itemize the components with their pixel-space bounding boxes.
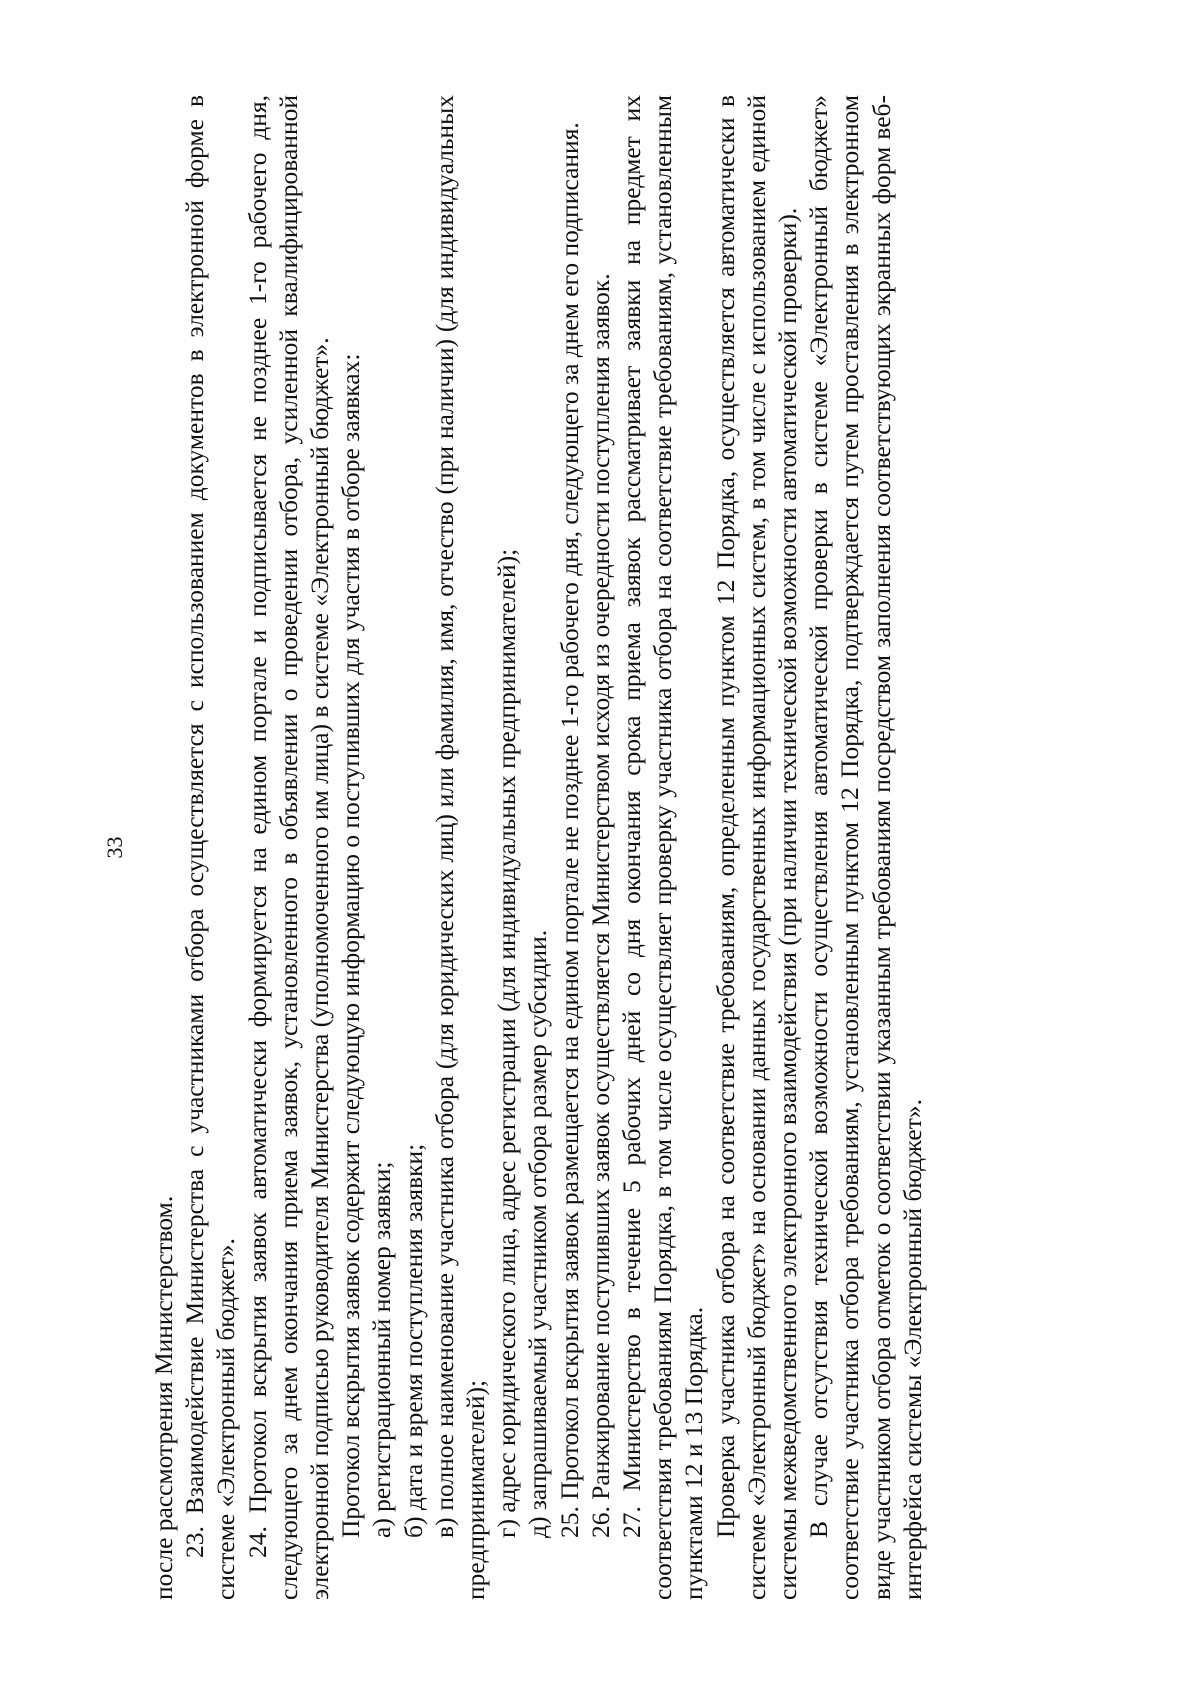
paragraph: 23. Взаимодействие Министерства с участниками отбора осуществляется с использованием документов в электронной форме в системе «Электронный бюджет». <box>180 95 241 1600</box>
paragraph: В случае отсутствия технической возможности осуществления автоматической проверки в системе «Электронный бюджет» соответствие участника отбора требованиям, установленным пунктом 12 Порядка, подтверждается путем проставления в электронном виде участником отбора отметок о соответствии указанным требованиям посредством заполнения соответствующих экранных форм веб-интерфейса системы «Электронный бюджет». <box>804 95 927 1600</box>
paragraph: Протокол вскрытия заявок содержит следующую информацию о поступивших для участия в отборе заявках: <box>336 353 366 1538</box>
rotated-content <box>100 95 1100 1600</box>
body-text <box>148 95 928 1600</box>
paragraph: 24. Протокол вскрытия заявок автоматически формируется на едином портале и подписывается не позднее 1-го рабочего дня, следующего за днем окончания приема заявок, установленного в объявлении о проведении отбора, усиленной квалифицированной электронной подписью руководителя Министерства (уполномоченного им лица) в системе «Электронный бюджет». <box>242 95 335 1600</box>
paragraph: б) дата и время поступления заявки; <box>398 1143 428 1538</box>
paragraph: после рассмотрения Министерством. <box>149 1195 178 1600</box>
paragraph: а) регистрационный номер заявки; <box>367 1161 397 1538</box>
paragraph: 26. Ранжирование поступивших заявок осуществляется Министерством исходя из очередности поступления заявок. <box>585 273 615 1538</box>
paragraph: г) адрес юридического лица, адрес регистрации (для индивидуальных предпринимателей); <box>492 548 522 1538</box>
paragraph: в) полное наименование участника отбора (для юридических лиц) или фамилия, имя, отчество (при наличии) (для индивидуальных предпринимателей); <box>429 95 491 1600</box>
paragraph: 27. Министерство в течение 5 рабочих дней со дня окончания срока приема заявок рассматривает заявки на предмет их соответствия требованиям Порядка, в том числе осуществляет проверку участника отбора на соответствие требованиям, установленным пунктами 12 и 13 Порядка. <box>617 95 709 1600</box>
paragraph: Проверка участника отбора на соответствие требованиям, определенным пунктом 12 Порядка, осуществляется автоматически в системе «Электронный бюджет» на основании данных государственных информационных систем, в том числе с использованием единой системы межведомственного электронного взаимодействия (при наличии технической возможности автоматической проверки). <box>710 95 803 1600</box>
paragraph: д) запрашиваемый участником отбора размер субсидии. <box>523 929 553 1538</box>
paragraph: 25. Протокол вскрытия заявок размещается на едином портале не позднее 1-го рабочего дня, следующего за днем его подписания. <box>554 122 584 1538</box>
page-number: 33 <box>102 836 127 859</box>
